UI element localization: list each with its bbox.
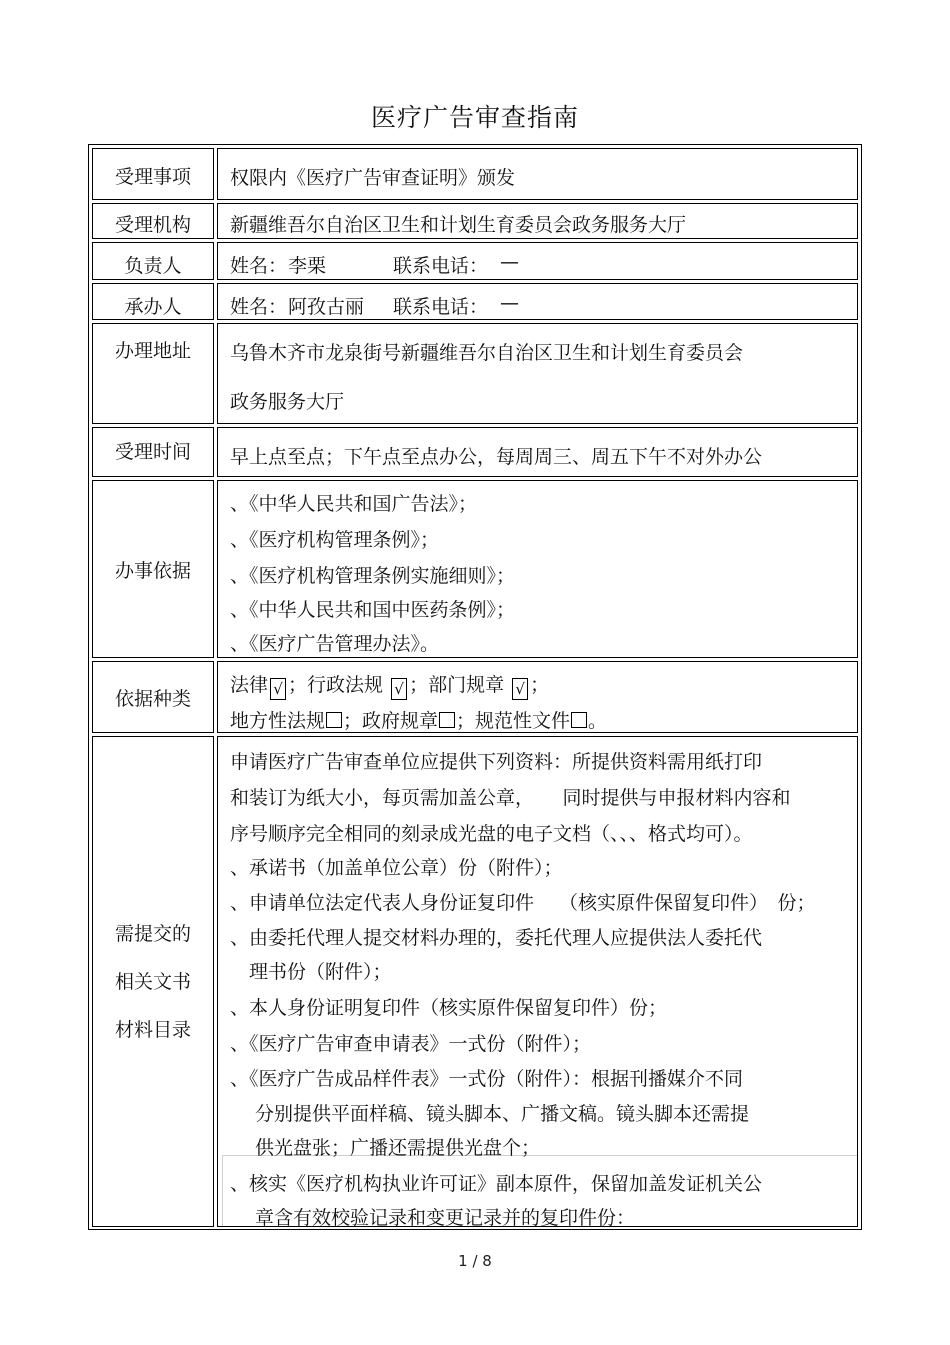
materials-line: 和装订为纸大小，每页需加盖公章， 同时提供与申报材料内容和 [230,787,791,809]
label-item: 受理事项 [114,166,191,188]
value-cell-agency [217,203,858,239]
label-cell-agency [92,203,214,239]
handler-phone-label: 联系电话： [393,296,489,318]
address-line-2: 政务服务大厅 [230,391,345,413]
materials-line: 章含有效校验记录和变更记录并的复印件份： [230,1207,636,1227]
category-law: 法律 [230,674,269,696]
basis-item: 、《医疗机构管理条例》； [230,529,440,551]
label-materials-line-3: 材料目录 [114,1018,191,1041]
basis-item: 、《医疗广告管理办法》。 [230,633,440,655]
label-cell-category [92,661,214,733]
value-cell-materials [217,736,858,1227]
label-cell-materials [92,736,214,1227]
label-cell-item [92,148,214,200]
leader-name-label: 姓名： [230,255,288,277]
materials-line: 、申请单位法定代表人身份证复印件 （核实原件保留复印件） 份； [230,892,816,914]
label-materials-line-2: 相关文书 [114,970,191,993]
leader-phone: — [500,251,519,273]
basis-item: 、《医疗机构管理条例实施细则》； [230,565,516,587]
materials-line: 、《医疗广告成品样件表》一式份（附件）：根据刊播媒介不同 [230,1068,744,1090]
dept-rule-checkbox: √ [512,678,528,700]
category-end-1: ； [530,674,550,696]
materials-line: 、核实《医疗机构执业许可证》副本原件，保留加盖发证机关公 [230,1173,763,1195]
address-line-1: 乌鲁木齐市龙泉街号新疆维吾尔自治区卫生和计划生育委员会 [230,342,744,364]
label-time: 受理时间 [114,441,191,463]
label-cell-leader [92,242,214,280]
value-agency: 新疆维吾尔自治区卫生和计划生育委员会政务服务大厅 [230,214,687,236]
handler-phone: — [500,292,519,314]
value-cell-time [217,427,858,477]
value-item: 权限内《医疗广告审查证明》颁发 [230,167,516,189]
handler-name: 阿孜古丽 [288,296,365,318]
value-cell-basis [217,480,858,658]
label-basis: 办事依据 [114,559,191,582]
label-cell-time [92,427,214,477]
category-normative: ；规范性文件 [456,710,571,732]
materials-line: 供光盘张；广播还需提供光盘个； [230,1137,541,1159]
basis-item: 、《中华人民共和国中医药条例》； [230,599,516,621]
label-materials-line-1: 需提交的 [114,922,191,945]
materials-line: 理书份（附件）； [230,961,392,983]
category-admin-reg: ；行政法规 [288,674,384,696]
value-time: 早上点至点；下午点至点办公，每周周三、周五下午不对外办公 [230,446,763,468]
page-number: 1 / 8 [458,1252,492,1270]
materials-line: 申请医疗广告审查单位应提供下列资料：所提供资料需用纸打印 [230,751,763,773]
category-line-2 [230,706,607,733]
law-checkbox: √ [270,678,286,700]
leader-phone-label: 联系电话： [393,255,489,277]
admin-reg-checkbox: √ [391,678,407,700]
basis-item: 、《中华人民共和国广告法》； [230,493,478,515]
materials-line: 、承诺书（加盖单位公章）份（附件）； [230,857,563,879]
category-end-2: 。 [588,710,608,732]
label-address: 办理地址 [114,340,191,362]
local-reg-checkbox [326,712,342,728]
category-dept-rule: ；部门规章 [409,674,505,696]
value-cell-category [217,661,858,733]
page-title: 医疗广告审查指南 [370,103,579,132]
label-handler: 承办人 [124,296,182,318]
materials-line: 序号顺序完全相同的刻录成光盘的电子文档（、、、格式均可）。 [230,823,753,845]
materials-line: 、由委托代理人提交材料办理的，委托代理人应提供法人委托代 [230,927,763,949]
materials-line: 分别提供平面样稿、镜头脚本、广播文稿。镜头脚本还需提 [230,1103,750,1125]
handler-name-label: 姓名： [230,296,288,318]
category-line-1 [230,670,549,700]
normative-checkbox [571,712,587,728]
materials-line: 、《医疗广告审查申请表》一式份（附件）； [230,1033,592,1055]
leader-name: 李栗 [288,255,327,277]
category-gov-rule: ；政府规章 [343,710,439,732]
label-cell-address [92,323,214,424]
category-local-reg: 地方性法规 [230,710,326,732]
label-category: 依据种类 [114,687,191,710]
value-cell-item [217,148,858,200]
value-cell-handler [217,283,858,320]
label-cell-handler [92,283,214,320]
label-cell-basis [92,480,214,658]
label-materials [115,910,191,1054]
gov-rule-checkbox [439,712,455,728]
label-leader: 负责人 [124,255,182,277]
materials-line: 、本人身份证明复印件（核实原件保留复印件）份； [230,997,668,1019]
label-agency: 受理机构 [114,214,191,236]
value-cell-address [217,323,858,424]
value-cell-leader [217,242,858,280]
